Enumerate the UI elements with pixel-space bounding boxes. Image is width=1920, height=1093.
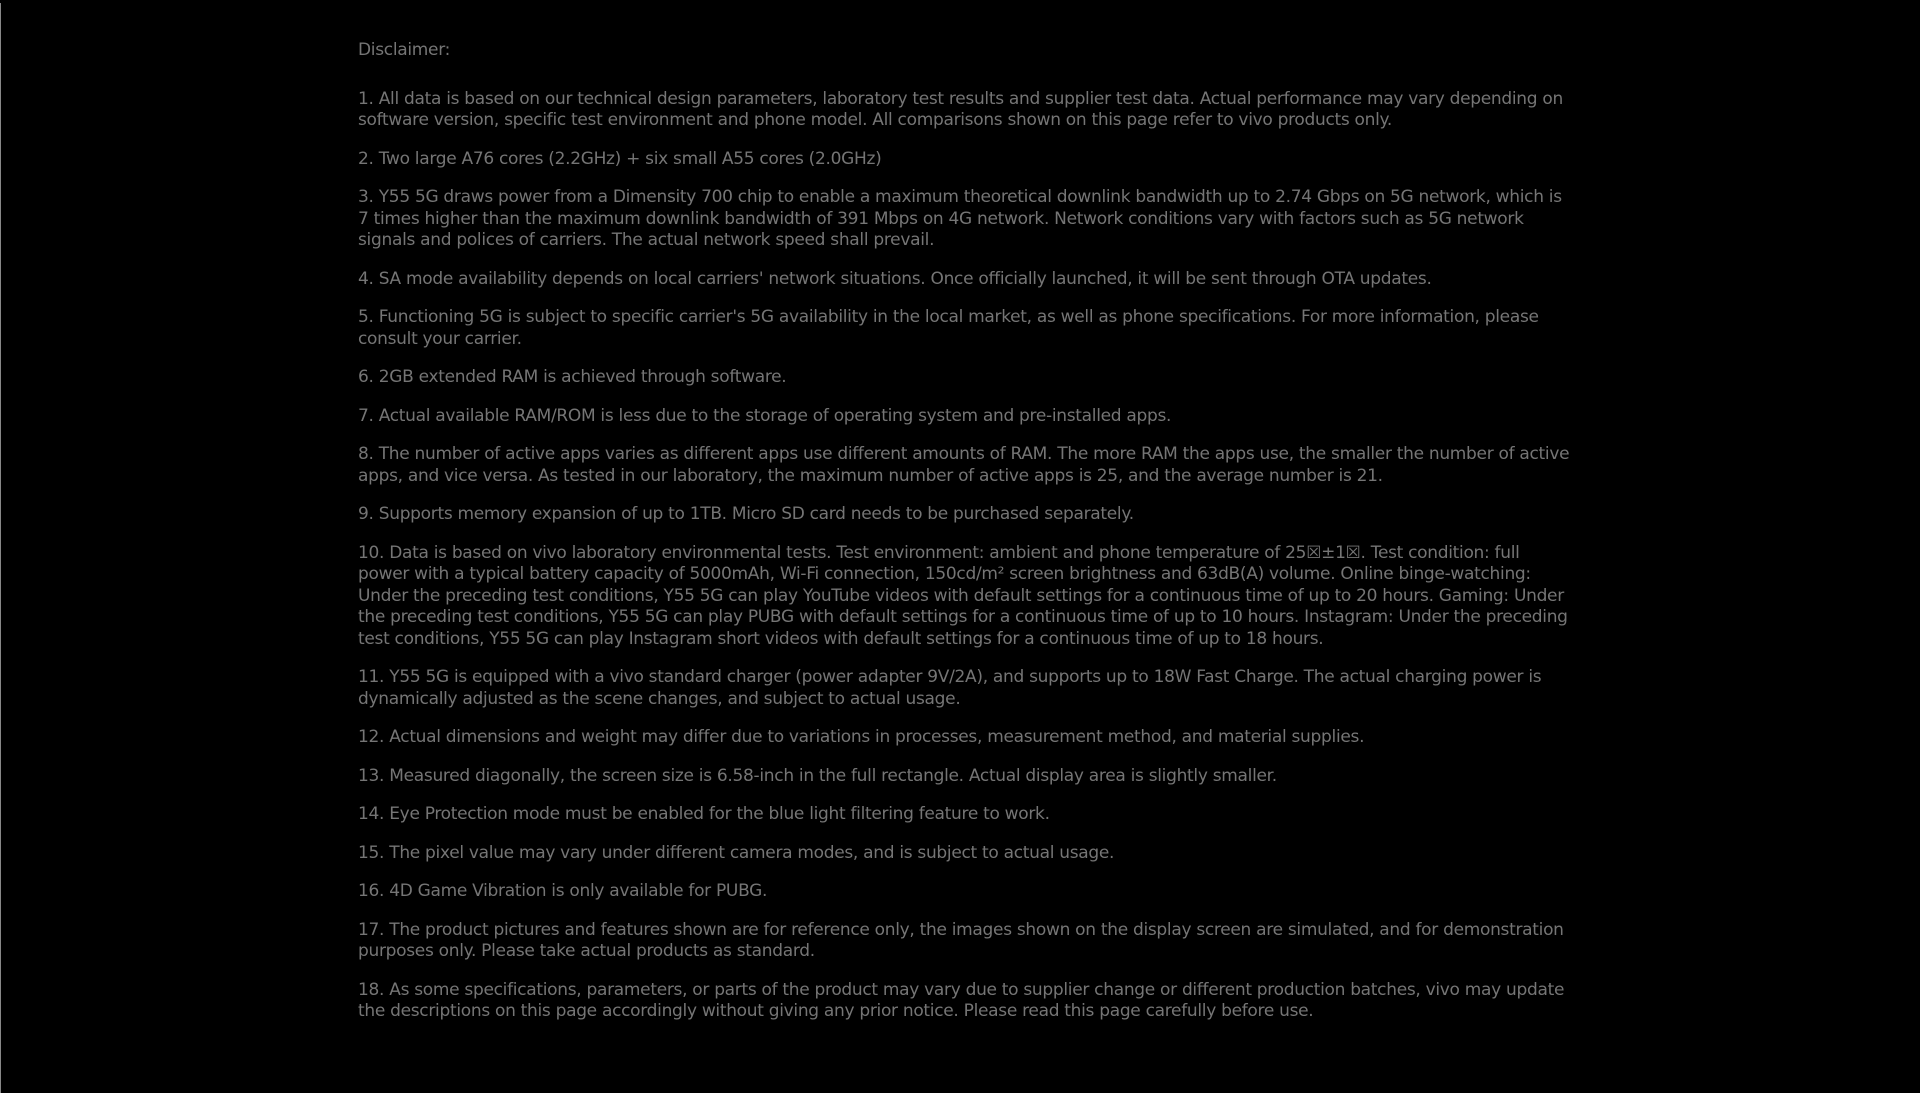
disclaimer-item-13: 13. Measured diagonally, the screen size is 6.58-inch in the full rectangle. Actual display area is slightly smaller. xyxy=(358,765,1277,786)
disclaimer-item-18: 18. As some specifications, parameters, or parts of the product may vary due to supplier change or different production batches, vivo may update the descriptions on this page accordingly without giving any prior notice. Please read this page carefully before use. xyxy=(358,979,1565,1021)
disclaimer-item-14: 14. Eye Protection mode must be enabled for the blue light filtering feature to work. xyxy=(358,804,1050,824)
disclaimer-item-7: 7. Actual available RAM/ROM is less due to the storage of operating system and pre-installed apps. xyxy=(358,405,1172,426)
disclaimer-item-16: 16. 4D Game Vibration is only available for PUBG. xyxy=(358,881,768,901)
disclaimer-item-8: 8. The number of active apps varies as different apps use different amounts of RAM. The more RAM the apps use, the smaller the number of active apps, and vice versa. As tested in our laboratory, the maximum number of active apps is 25, and the average number is 21. xyxy=(358,444,1570,486)
disclaimer-item-10: 10. Data is based on vivo laboratory environmental tests. Test environment: ambient and phone temperature of 25☒±1☒. Test condition: full power with a typical battery capacity of 5000mAh, Wi-Fi connection, 150cd/m² screen brightness and 63dB(A) volume. Online binge-watching: Under the preceding test conditions, Y55 5G can play YouTube videos with default settings for a continuous time of up to 20 hours. Gaming: Under the preceding test conditions, Y55 5G can play PUBG with default settings for a continuous time of up to 10 hours. Instagram: Under the preceding test conditions, Y55 5G can play Instagram short videos with default settings for a continuous time of up to 18 hours. xyxy=(358,542,1568,649)
disclaimer-item-3: 3. Y55 5G draws power from a Dimensity 700 chip to enable a maximum theoretical downlink bandwidth up to 2.74 Gbps on 5G network, which is 7 times higher than the maximum downlink bandwidth of 391 Mbps on 4G network. Network conditions vary with factors such as 5G network signals and polices of carriers. The actual network speed shall prevail. xyxy=(358,187,1562,250)
disclaimer-title: Disclaimer: xyxy=(358,40,451,60)
disclaimer-item-15: 15. The pixel value may vary under different camera modes, and is subject to actual usage. xyxy=(358,842,1115,863)
disclaimer-item-1: 1. All data is based on our technical design parameters, laboratory test results and supplier test data. Actual performance may vary depending on software version, specific test environment and phone model. All comparisons shown on this page refer to vivo products only. xyxy=(358,88,1563,130)
disclaimer-item-5: 5. Functioning 5G is subject to specific carrier's 5G availability in the local market, as well as phone specifications. For more information, please consult your carrier. xyxy=(358,307,1539,349)
disclaimer-item-4: 4. SA mode availability depends on local carriers' network situations. Once officially launched, it will be sent through OTA updates. xyxy=(358,268,1432,289)
window-left-edge-line xyxy=(0,3,1,1093)
disclaimer-item-17: 17. The product pictures and features shown are for reference only, the images shown on the display screen are simulated, and for demonstration purposes only. Please take actual products as standard. xyxy=(358,919,1564,961)
disclaimer-item-2: 2. Two large A76 cores (2.2GHz) + six small A55 cores (2.0GHz) xyxy=(358,148,882,169)
disclaimer-item-6: 6. 2GB extended RAM is achieved through software. xyxy=(358,367,787,387)
disclaimer-item-12: 12. Actual dimensions and weight may differ due to variations in processes, measurement method, and material supplies. xyxy=(358,727,1365,747)
disclaimer-section xyxy=(358,40,1573,1040)
disclaimer-item-9: 9. Supports memory expansion of up to 1TB. Micro SD card needs to be purchased separately. xyxy=(358,504,1134,524)
disclaimer-item-11: 11. Y55 5G is equipped with a vivo standard charger (power adapter 9V/2A), and supports up to 18W Fast Charge. The actual charging power is dynamically adjusted as the scene changes, and subject to actual usage. xyxy=(358,667,1542,709)
